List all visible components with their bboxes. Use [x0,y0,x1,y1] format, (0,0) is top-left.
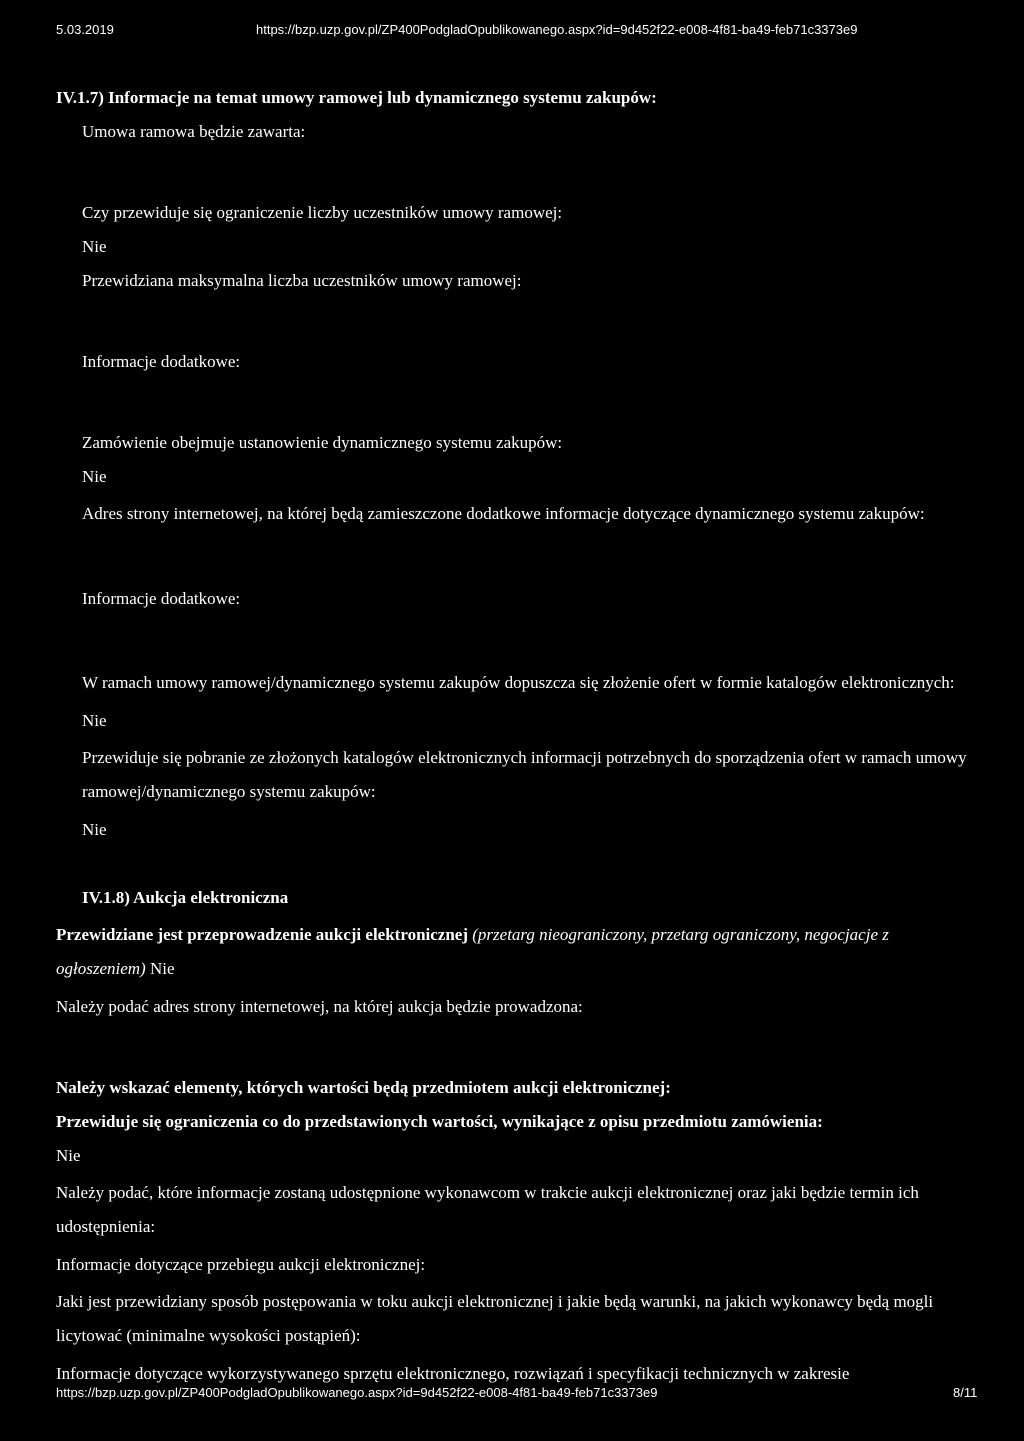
auction-value-limits-answer: Nie [56,1146,81,1165]
catalogue-data-retrieval-question: Przewiduje się pobranie ze złożonych katalogów elektronicznych informacji potrzebnych do sporządzenia ofert w ramach umowy ramowej/dynamicznego systemu zakupów: [82,748,967,801]
section-heading-iv-1-8: IV.1.8) Aukcja elektroniczna [82,888,289,907]
additional-info-label-2: Informacje dodatkowe: [82,589,241,608]
auction-equipment-label: Informacje dotyczące wykorzystywanego sprzętu elektronicznego, rozwiązań i specyfikacji technicznych w zakresie [56,1364,850,1383]
auction-value-limits-question: Przewiduje się ograniczenia co do przedstawionych wartości, wynikające z opisu przedmiotu zamówienia: [56,1112,823,1131]
footer-url: https://bzp.uzp.gov.pl/ZP400PodgladOpublikowanego.aspx?id=9d452f22-e008-4f81-ba49-feb71c3373e9 [56,1385,658,1400]
auction-procedure-types: (przetarg nieograniczony, przetarg ograniczony, negocjacje z ogłoszeniem) [56,925,889,978]
auction-procedure-label: Jaki jest przewidziany sposób postępowania w toku aukcji elektronicznej i jakie będą warunki, na jakich wykonawcy będą mogli licytować (minimalne wysokości postąpień): [56,1292,934,1345]
section-heading-iv-1-7: IV.1.7) Informacje na temat umowy ramowej lub dynamicznego systemu zakupów: [56,88,657,107]
participant-limit-question: Czy przewiduje się ograniczenie liczby uczestników umowy ramowej: [82,203,563,222]
header-url: https://bzp.uzp.gov.pl/ZP400PodgladOpublikowanego.aspx?id=9d452f22-e008-4f81-ba49-feb71c3373e9 [256,22,858,37]
auction-answer: Nie [149,959,175,978]
page-number: 8/11 [953,1385,978,1400]
auction-disclosed-info-label: Należy podać, które informacje zostaną udostępnione wykonawcom w trakcie aukcji elektronicznej oraz jaki będzie termin ich udostępnienia: [56,1183,919,1236]
auction-elements-label: Należy wskazać elementy, których wartości będą przedmiotem aukcji elektronicznej: [56,1078,671,1097]
auction-website-label: Należy podać adres strony internetowej, na której aukcja będzie prowadzona: [56,997,583,1016]
max-participants-label: Przewidziana maksymalna liczba uczestników umowy ramowej: [82,271,522,290]
electronic-catalogues-answer: Nie [82,711,107,730]
participant-limit-answer: Nie [82,237,107,256]
auction-question-text: Przewidziane jest przeprowadzenie aukcji elektronicznej [56,925,468,944]
additional-info-label: Informacje dodatkowe: [82,352,241,371]
catalogue-data-retrieval-answer: Nie [82,820,107,839]
document-content [56,84,976,1387]
dynamic-system-question: Zamówienie obejmuje ustanowienie dynamicznego systemu zakupów: [82,433,563,452]
dynamic-system-answer: Nie [82,467,107,486]
print-date: 5.03.2019 [56,22,114,37]
dynamic-system-website-label: Adres strony internetowej, na której będą zamieszczone dodatkowe informacje dotyczące dynamicznego systemu zakupów: [82,504,925,523]
electronic-catalogues-question: W ramach umowy ramowej/dynamicznego systemu zakupów dopuszcza się złożenie ofert w formie katalogów elektronicznych: [82,673,955,692]
framework-agreement-label: Umowa ramowa będzie zawarta: [82,122,306,141]
auction-question [56,918,976,986]
auction-course-info-label: Informacje dotyczące przebiegu aukcji elektronicznej: [56,1255,426,1274]
